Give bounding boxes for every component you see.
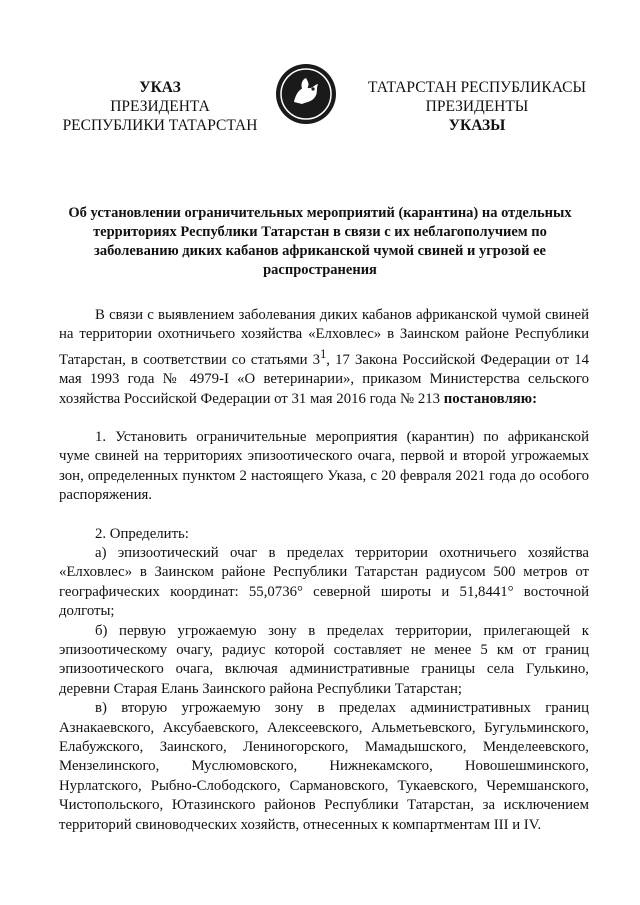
header-right-line-2: ПРЕЗИДЕНТЫ	[425, 98, 529, 115]
preamble-keyword: постановляю:	[443, 390, 538, 407]
preamble-text-b: , 17 Закона Российской Федерации от 14 мая 1993 года № 4979-I «О ветеринарии», приказом Министерства сельского хозяйства Российской Федерации от 31 мая 2016 года № 213	[59, 351, 590, 407]
preamble-text-a: В связи с выявлением заболевания диких кабанов африканской чумой свиней на территории охотничьего хозяйства «Елховлес» в Заинском районе Республики Татарстан, в соответствии со статьями 3	[59, 307, 589, 368]
header-russian	[60, 78, 260, 135]
header-left-line-3: РЕСПУБЛИКИ ТАТАРСТАН	[62, 117, 258, 134]
preamble-paragraph	[59, 306, 589, 409]
header-right-line-3: УКАЗЫ	[448, 117, 506, 134]
item-1-paragraph: 1. Установить ограничительные мероприятия (карантин) по африканской чуме свиней на территориях эпизоотического очага, первой и второй угрожаемых зон, определенных пунктом 2 настоящего Указа, с 20 февраля 2021 года до особого распоряжения.	[59, 428, 589, 504]
header-right-line-1: ТАТАРСТАН РЕСПУБЛИКАСЫ	[368, 79, 586, 96]
coat-of-arms-emblem	[274, 62, 338, 126]
item-2a-paragraph: а) эпизоотический очаг в пределах территории охотничьего хозяйства «Елховлес» в Заинском районе Республики Татарстан радиусом 500 метров от географических координат: 55,0736° северной широты и 51,8441° восточной долготы;	[59, 544, 589, 620]
item-2-heading: 2. Определить:	[95, 525, 189, 542]
header-left-line-1: УКАЗ	[139, 79, 181, 96]
header-tatar	[362, 78, 592, 135]
decree-title: Об установлении ограничительных мероприятий (карантина) на отдельных территориях Республики Татарстан в связи с их неблагополучием по заболеванию диких кабанов африканской чумой свиней и угрозой ее распространения	[68, 205, 572, 278]
item-2c-paragraph: в) вторую угрожаемую зону в пределах административных границ Азнакаевского, Аксубаевского, Алексеевского, Альметьевского, Бугульминского, Елабужского, Заинского, Лениногорского, Мамадышского, Менделеевского, Мензелинского, Муслюмовского, Нижнекамского, Новошешминского, Нурлатского, Рыбно-Слободского, Сармановского, Тукаевского, Черемшанского, Чистопольского, Ютазинского районов Республики Татарстан, за исключением территорий свиноводческих хозяйств, отнесенных к компартментам III и IV.	[59, 700, 589, 833]
item-2b-paragraph: б) первую угрожаемую зону в пределах территории, прилегающей к эпизоотическому очагу, радиус которой составляет не менее 5 км от границ эпизоотического очага, включая административные границы села Гулькино, деревни Старая Елань Заинского района Республики Татарстан;	[59, 622, 589, 697]
header-left-line-2: ПРЕЗИДЕНТА	[110, 98, 210, 115]
preamble-superscript: 1	[320, 346, 327, 361]
decree-body	[59, 306, 589, 835]
